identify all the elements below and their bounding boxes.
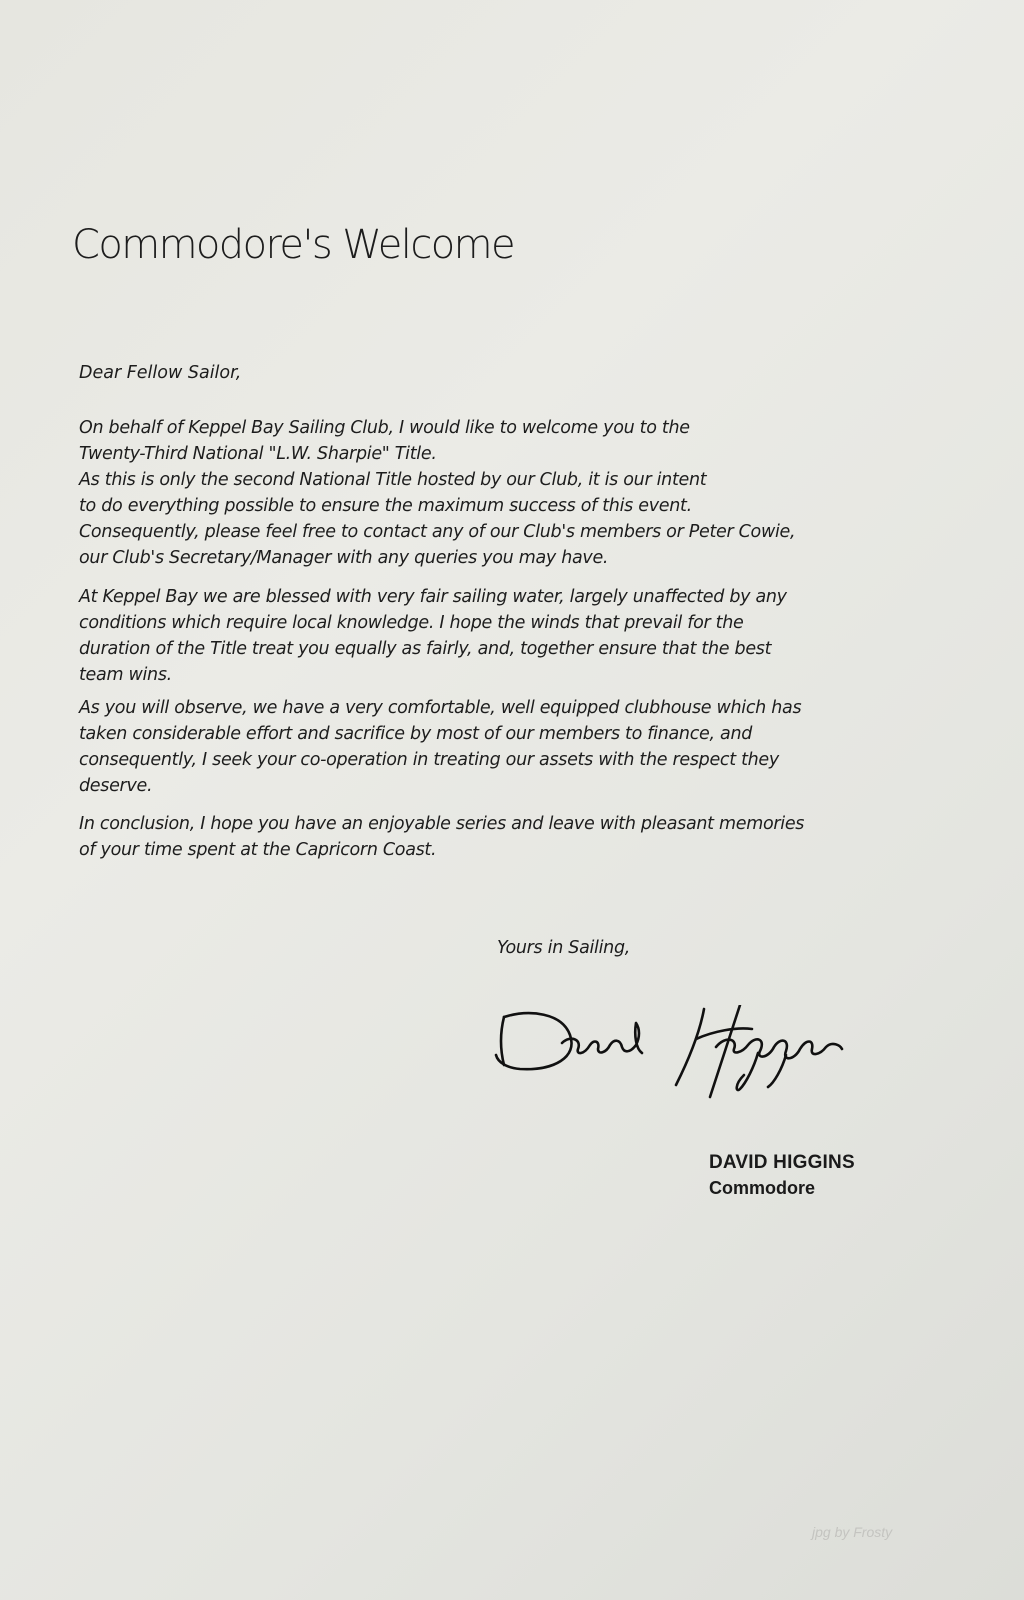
paragraph-4	[79, 811, 919, 863]
paragraph-line: In conclusion, I hope you have an enjoyable series and leave with pleasant memories	[79, 814, 805, 834]
paragraph-line: Consequently, please feel free to contact any of our Club's members or Peter Cowie,	[79, 522, 796, 542]
watermark: jpg by Frosty	[812, 1524, 893, 1540]
paragraph-line: team wins.	[79, 665, 172, 685]
page-title: Commodore's Welcome	[72, 222, 514, 268]
paragraph-line: As you will observe, we have a very comfortable, well equipped clubhouse which has	[79, 698, 802, 718]
paragraph-line: of your time spent at the Capricorn Coast.	[79, 840, 437, 860]
paragraph-2	[79, 584, 919, 688]
signature-icon	[490, 1005, 875, 1110]
salutation: Dear Fellow Sailor,	[79, 363, 242, 383]
paragraph-line: taken considerable effort and sacrifice by most of our members to finance, and	[79, 724, 753, 744]
paragraph-line: our Club's Secretary/Manager with any queries you may have.	[79, 548, 609, 568]
paragraph-line: to do everything possible to ensure the maximum success of this event.	[79, 496, 692, 516]
signatory-name: DAVID HIGGINS	[709, 1152, 855, 1173]
signatory-role: Commodore	[709, 1178, 816, 1198]
paragraph-3	[79, 695, 919, 799]
paragraph-line: As this is only the second National Title hosted by our Club, it is our intent	[79, 470, 707, 490]
paragraph-line: Twenty-Third National "L.W. Sharpie" Title.	[79, 444, 437, 464]
paragraph-line: duration of the Title treat you equally as fairly, and, together ensure that the best	[79, 639, 772, 659]
paragraph-line: deserve.	[79, 776, 153, 796]
paragraph-line: conditions which require local knowledge. I hope the winds that prevail for the	[79, 613, 744, 633]
paragraph-line: consequently, I seek your co-operation in treating our assets with the respect they	[79, 750, 779, 770]
paragraph-1	[79, 415, 919, 571]
closing: Yours in Sailing,	[497, 938, 631, 958]
paragraph-line: At Keppel Bay we are blessed with very fair sailing water, largely unaffected by any	[79, 587, 787, 607]
paragraph-line: On behalf of Keppel Bay Sailing Club, I would like to welcome you to the	[79, 418, 690, 438]
